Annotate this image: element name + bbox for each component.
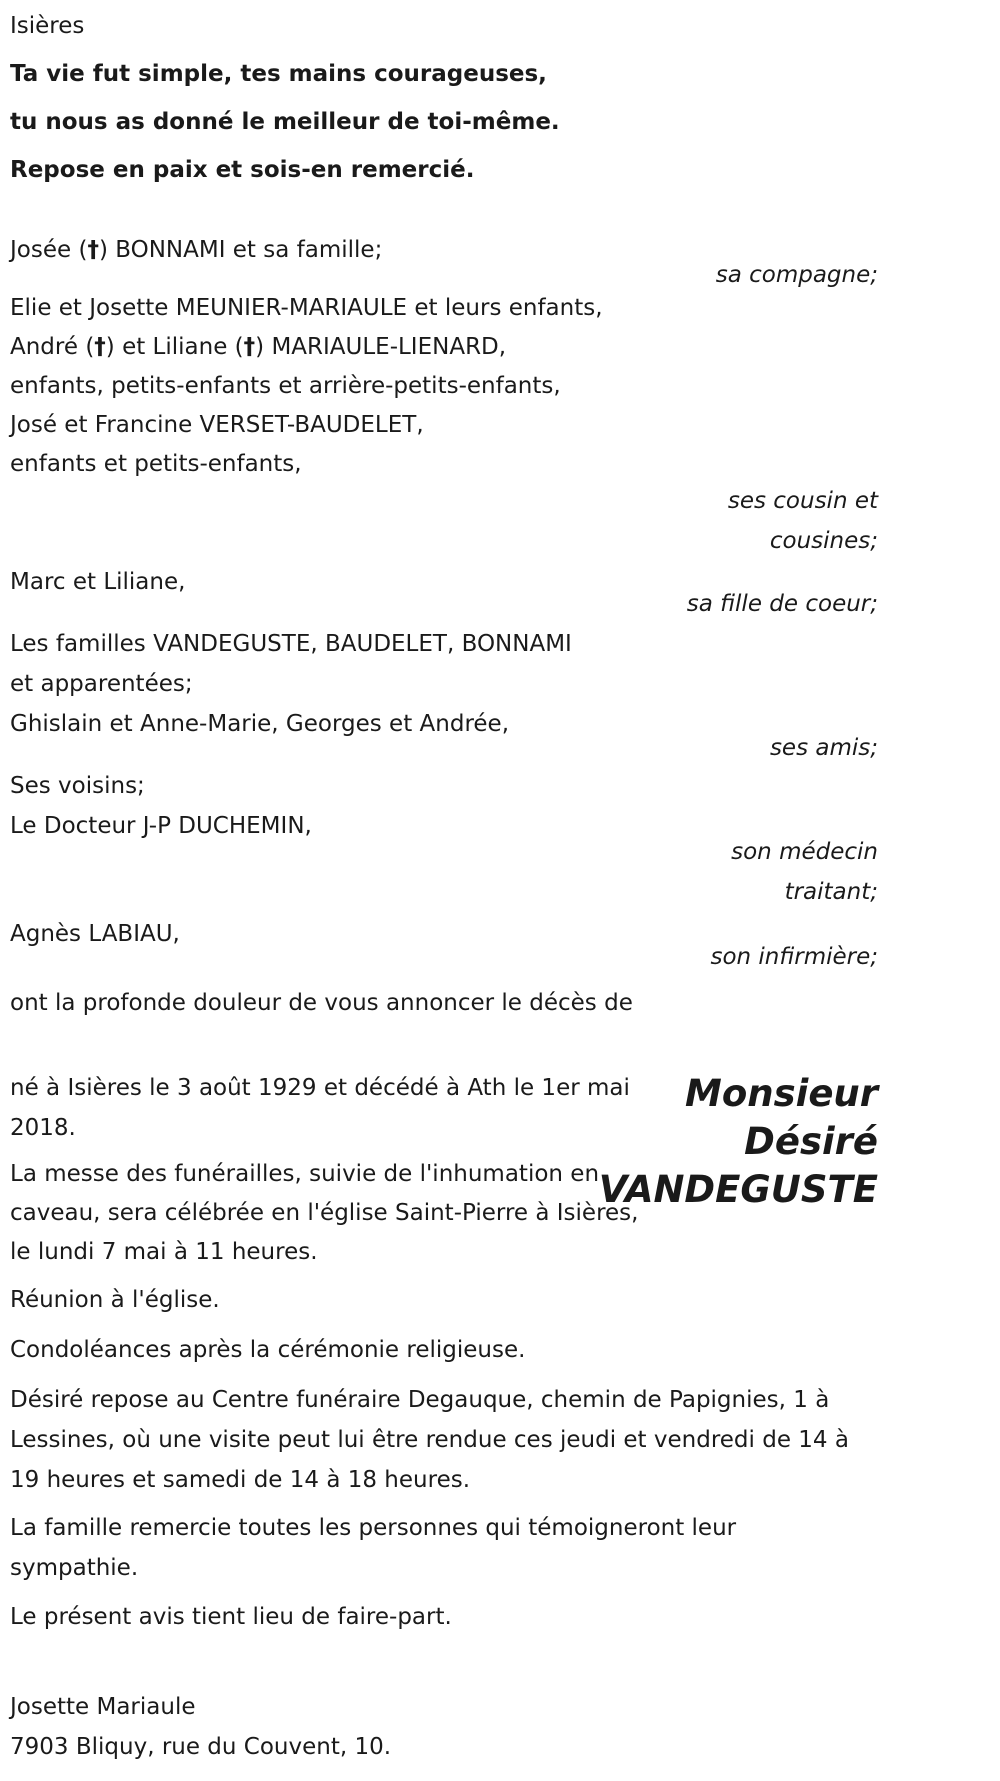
neighbours-line: Ses voisins; xyxy=(10,773,145,799)
doctor-role-2: traitant; xyxy=(784,879,878,905)
nurse-role: son infirmière; xyxy=(710,944,878,970)
companion-text-a: Josée ( xyxy=(10,237,88,263)
cousins-line-3: enfants, petits-enfants et arrière-petits-enfants, xyxy=(10,373,561,399)
dagger-icon: † xyxy=(94,334,106,360)
verse-line-1: Ta vie fut simple, tes mains courageuses, xyxy=(10,61,547,87)
doctor-line: Le Docteur J-P DUCHEMIN, xyxy=(10,813,312,839)
doctor-role-1: son médecin xyxy=(731,839,878,865)
deceased-first-name: Désiré xyxy=(744,1120,878,1163)
cousins-line-4: José et Francine VERSET-BAUDELET, xyxy=(10,412,424,438)
andre-text-a: André ( xyxy=(10,334,95,360)
place-name: Isières xyxy=(10,13,85,39)
visit-line-3: 19 heures et samedi de 14 à 18 heures. xyxy=(10,1467,471,1493)
andre-text-b: ) et Liliane ( xyxy=(105,334,244,360)
companion-role: sa compagne; xyxy=(715,262,878,288)
meeting-line: Réunion à l'église. xyxy=(10,1287,220,1313)
contact-name: Josette Mariaule xyxy=(10,1694,196,1720)
cousins-line-andre xyxy=(10,327,506,367)
cousins-line-5: enfants et petits-enfants, xyxy=(10,451,302,477)
nurse-line: Agnès LABIAU, xyxy=(10,921,180,947)
birth-death-line-2: 2018. xyxy=(10,1115,76,1141)
verse-line-3: Repose en paix et sois-en remercié. xyxy=(10,157,475,183)
companion-text-b: ) BONNAMI et sa famille; xyxy=(98,237,383,263)
visit-line-1: Désiré repose au Centre funéraire Degauque, chemin de Papignies, 1 à xyxy=(10,1387,830,1413)
funeral-line-1: La messe des funérailles, suivie de l'inhumation en xyxy=(10,1161,600,1187)
friends-role: ses amis; xyxy=(769,735,878,761)
friends-line-3: Ghislain et Anne-Marie, Georges et Andrée, xyxy=(10,711,510,737)
visit-line-2: Lessines, où une visite peut lui être rendue ces jeudi et vendredi de 14 à xyxy=(10,1427,849,1453)
verse-line-2: tu nous as donné le meilleur de toi-même. xyxy=(10,109,560,135)
funeral-line-2: caveau, sera célébrée en l'église Saint-Pierre à Isières, xyxy=(10,1200,639,1226)
cousins-role-2: cousines; xyxy=(769,528,878,554)
thanks-line-2: sympathie. xyxy=(10,1555,139,1581)
deceased-last-name: VANDEGUSTE xyxy=(598,1168,878,1211)
andre-text-c: ) MARIAULE-LIENARD, xyxy=(255,334,507,360)
dagger-icon: † xyxy=(87,237,99,263)
contact-address: 7903 Bliquy, rue du Couvent, 10. xyxy=(10,1734,392,1760)
companion-line xyxy=(10,230,382,270)
daughter-role: sa fille de coeur; xyxy=(686,591,878,617)
birth-death-line-1: né à Isières le 3 août 1929 et décédé à Ath le 1er mai xyxy=(10,1075,630,1101)
notice-line: Le présent avis tient lieu de faire-part. xyxy=(10,1604,452,1630)
daughter-line: Marc et Liliane, xyxy=(10,569,186,595)
funeral-line-3: le lundi 7 mai à 11 heures. xyxy=(10,1239,318,1265)
thanks-line-1: La famille remercie toutes les personnes qui témoigneront leur xyxy=(10,1515,737,1541)
cousins-line-1: Elie et Josette MEUNIER-MARIAULE et leurs enfants, xyxy=(10,295,603,321)
cousins-role-1: ses cousin et xyxy=(727,488,878,514)
dagger-icon: † xyxy=(243,334,256,360)
announcement-line: ont la profonde douleur de vous annoncer le décès de xyxy=(10,990,633,1016)
friends-line-2: et apparentées; xyxy=(10,671,193,697)
condolences-line: Condoléances après la cérémonie religieuse. xyxy=(10,1337,526,1363)
deceased-title: Monsieur xyxy=(685,1072,878,1115)
friends-line-1: Les familles VANDEGUSTE, BAUDELET, BONNAMI xyxy=(10,631,572,657)
deceased-name-block xyxy=(599,1070,878,1214)
